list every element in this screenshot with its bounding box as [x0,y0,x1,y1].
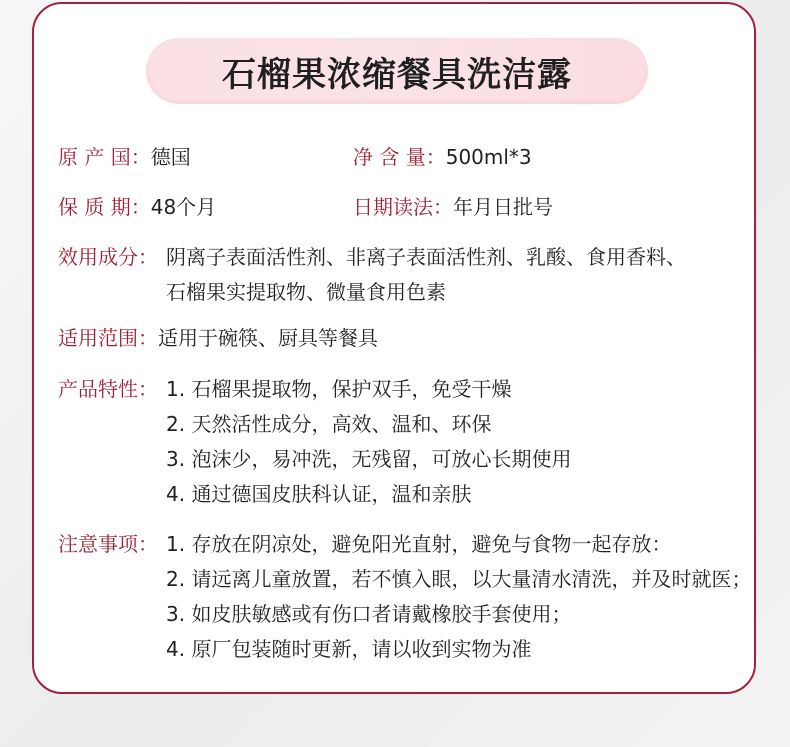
net-content-row [353,140,532,175]
origin-value: 德国 [150,145,191,169]
date-reading-label: 日期读法： [353,195,453,219]
ingredients-line: 石榴果实提取物、微量食用色素 [166,280,446,304]
shelf-life-value: 48个月 [150,195,217,219]
note-item: 3. 如皮肤敏感或有伤口者请戴橡胶手套使用； [166,602,572,626]
title-banner [146,38,648,104]
note-item: 1. 存放在阴凉处，避免阳光直射，避免与食物一起存放： [166,532,672,556]
net-content-label: 净 含 量： [353,145,446,169]
note-item: 4. 原厂包装随时更新，请以收到实物为准 [166,637,532,661]
feature-item: 1. 石榴果提取物，保护双手，免受干燥 [166,377,512,401]
net-content-value: 500ml*3 [445,145,532,169]
note-item: 2. 请远离儿童放置，若不慎入眼，以大量清水清洗，并及时就医； [166,567,752,591]
features-label-wrap [58,372,158,407]
ingredients-label-wrap [58,240,158,275]
date-reading-row [353,190,553,225]
scope-row [58,321,378,356]
origin-label: 原 产 国： [58,145,151,169]
notes-label-wrap [58,527,158,562]
feature-item: 2. 天然活性成分，高效、温和、环保 [166,412,492,436]
origin-row [58,140,191,175]
feature-item: 3. 泡沫少，易冲洗，无残留，可放心长期使用 [166,447,572,471]
shelf-life-label: 保 质 期： [58,195,151,219]
features-lines [166,372,571,512]
scope-value: 适用于碗筷、厨具等餐具 [158,326,378,350]
ingredients-label: 效用成分： [58,245,158,269]
ingredients-line: 阴离子表面活性剂、非离子表面活性剂、乳酸、食用香料、 [166,245,686,269]
date-reading-value: 年月日批号 [453,195,553,219]
ingredients-lines [166,240,686,310]
product-title: 石榴果浓缩餐具洗洁露 [222,54,572,95]
notes-lines [166,527,751,667]
shelf-life-row [58,190,216,225]
scope-label: 适用范围： [58,326,158,350]
notes-label: 注意事项： [58,532,158,556]
features-label: 产品特性： [58,377,158,401]
feature-item: 4. 通过德国皮肤科认证，温和亲肤 [166,482,472,506]
